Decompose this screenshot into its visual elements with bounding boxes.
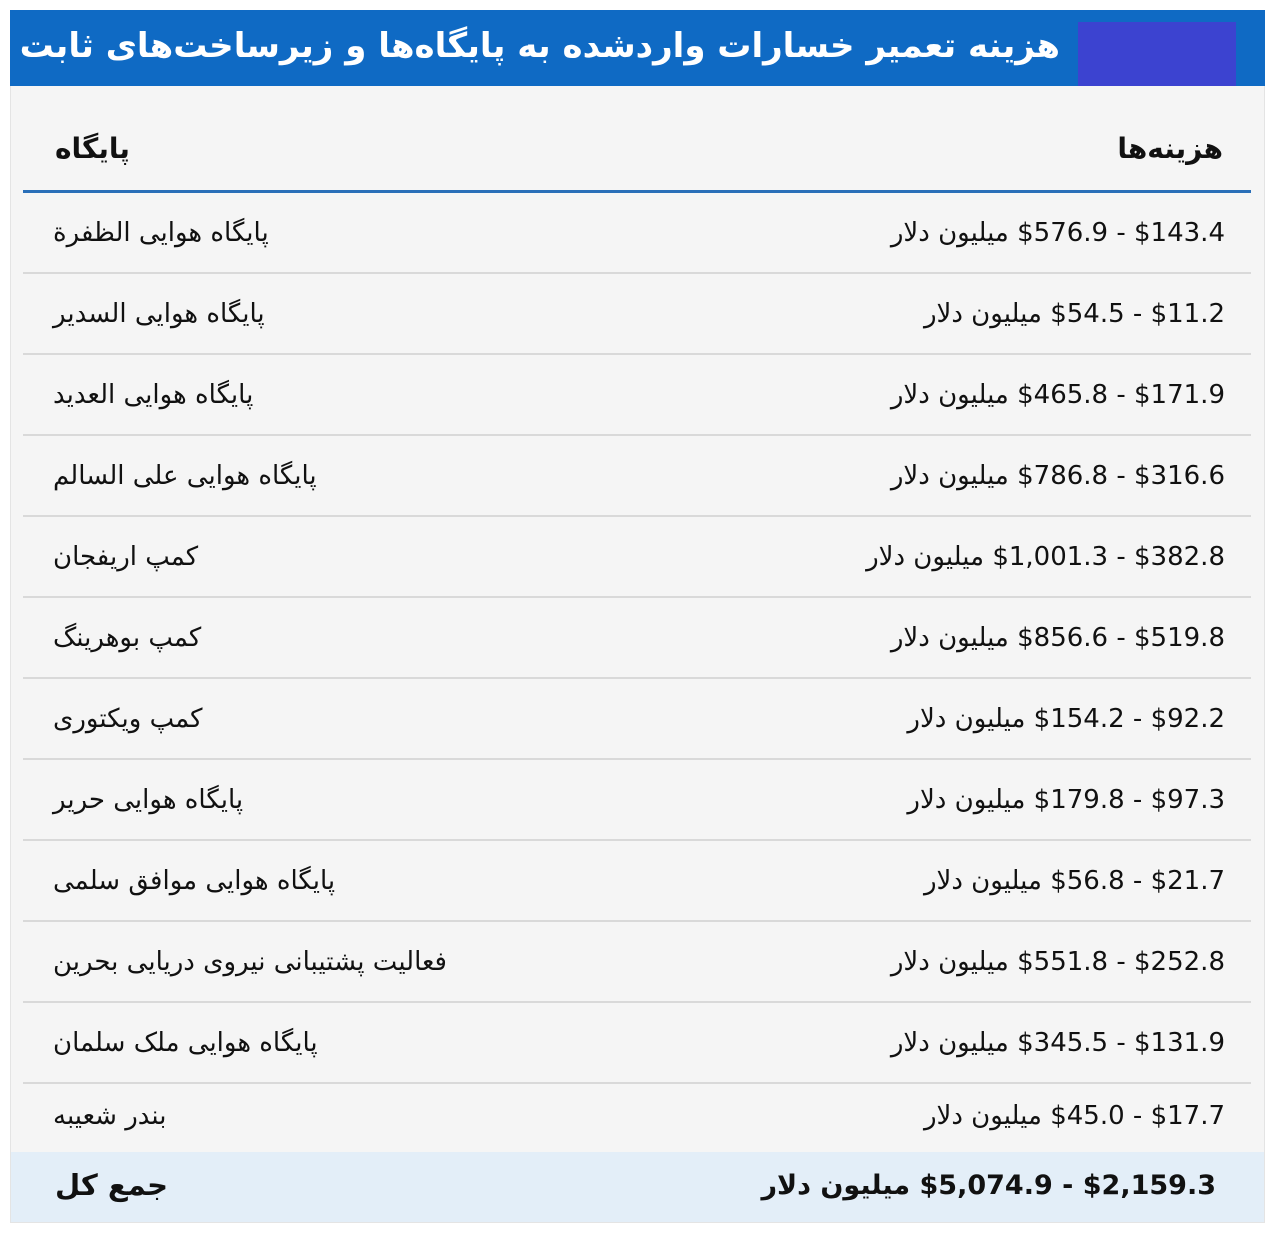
cell-cost: $316.6 - $786.8 میلیون دلار	[890, 461, 1225, 491]
cell-base: پایگاه هوایی السدیر	[53, 299, 265, 329]
cost-table	[10, 86, 1265, 1223]
table-row	[23, 355, 1251, 436]
cell-cost: $252.8 - $551.8 میلیون دلار	[890, 947, 1225, 977]
cell-base: پایگاه هوایی الظفرة	[53, 218, 269, 248]
cell-cost: $92.2 - $154.2 میلیون دلار	[907, 704, 1225, 734]
page-title: هزینه تعمیر خسارات واردشده به پایگاه‌ها و زیرساخت‌های ثابت	[19, 26, 1060, 66]
title-accent-block	[1078, 22, 1236, 86]
cell-cost: $97.3 - $179.8 میلیون دلار	[907, 785, 1225, 815]
cell-cost: $131.9 - $345.5 میلیون دلار	[890, 1028, 1225, 1058]
table-row	[23, 1003, 1251, 1084]
table-row	[23, 922, 1251, 1003]
table-row	[23, 517, 1251, 598]
table-row	[23, 274, 1251, 355]
table-row	[23, 841, 1251, 922]
cell-base: کمپ ویکتوری	[53, 704, 203, 734]
title-bar	[10, 10, 1265, 86]
header-costs: هزینه‌ها	[1117, 132, 1223, 165]
table-body	[23, 193, 1251, 1150]
cell-cost: $21.7 - $56.8 میلیون دلار	[923, 866, 1225, 896]
cell-base: پایگاه هوایی العدید	[53, 380, 254, 410]
cell-cost: $17.7 - $45.0 میلیون دلار	[923, 1101, 1225, 1131]
total-row	[11, 1152, 1264, 1222]
total-cost: $2,159.3 - $5,074.9 میلیون دلار	[761, 1170, 1216, 1201]
table-row	[23, 679, 1251, 760]
table-row	[23, 193, 1251, 274]
table-row	[23, 436, 1251, 517]
cell-base: کمپ بوهرینگ	[53, 623, 202, 653]
cell-base: بندر شعیبه	[53, 1101, 167, 1131]
cell-cost: $519.8 - $856.6 میلیون دلار	[890, 623, 1225, 653]
table-row	[23, 1084, 1251, 1150]
cell-cost: $382.8 - $1,001.3 میلیون دلار	[866, 542, 1225, 572]
cell-base: پایگاه هوایی ملک سلمان	[53, 1028, 318, 1058]
cell-cost: $11.2 - $54.5 میلیون دلار	[923, 299, 1225, 329]
cell-cost: $143.4 - $576.9 میلیون دلار	[890, 218, 1225, 248]
total-label: جمع کل	[55, 1168, 168, 1202]
cell-base: پایگاه هوایی حریر	[53, 785, 244, 815]
table-row	[23, 598, 1251, 679]
cell-base: کمپ اریفجان	[53, 542, 199, 572]
cell-cost: $171.9 - $465.8 میلیون دلار	[890, 380, 1225, 410]
cell-base: پایگاه هوایی موافق سلمی	[53, 866, 336, 896]
cell-base: پایگاه هوایی علی السالم	[53, 461, 317, 491]
cell-base: فعالیت پشتیبانی نیروی دریایی بحرین	[53, 947, 447, 977]
header-base: پایگاه	[55, 132, 130, 165]
table-row	[23, 760, 1251, 841]
table-header	[23, 86, 1251, 193]
